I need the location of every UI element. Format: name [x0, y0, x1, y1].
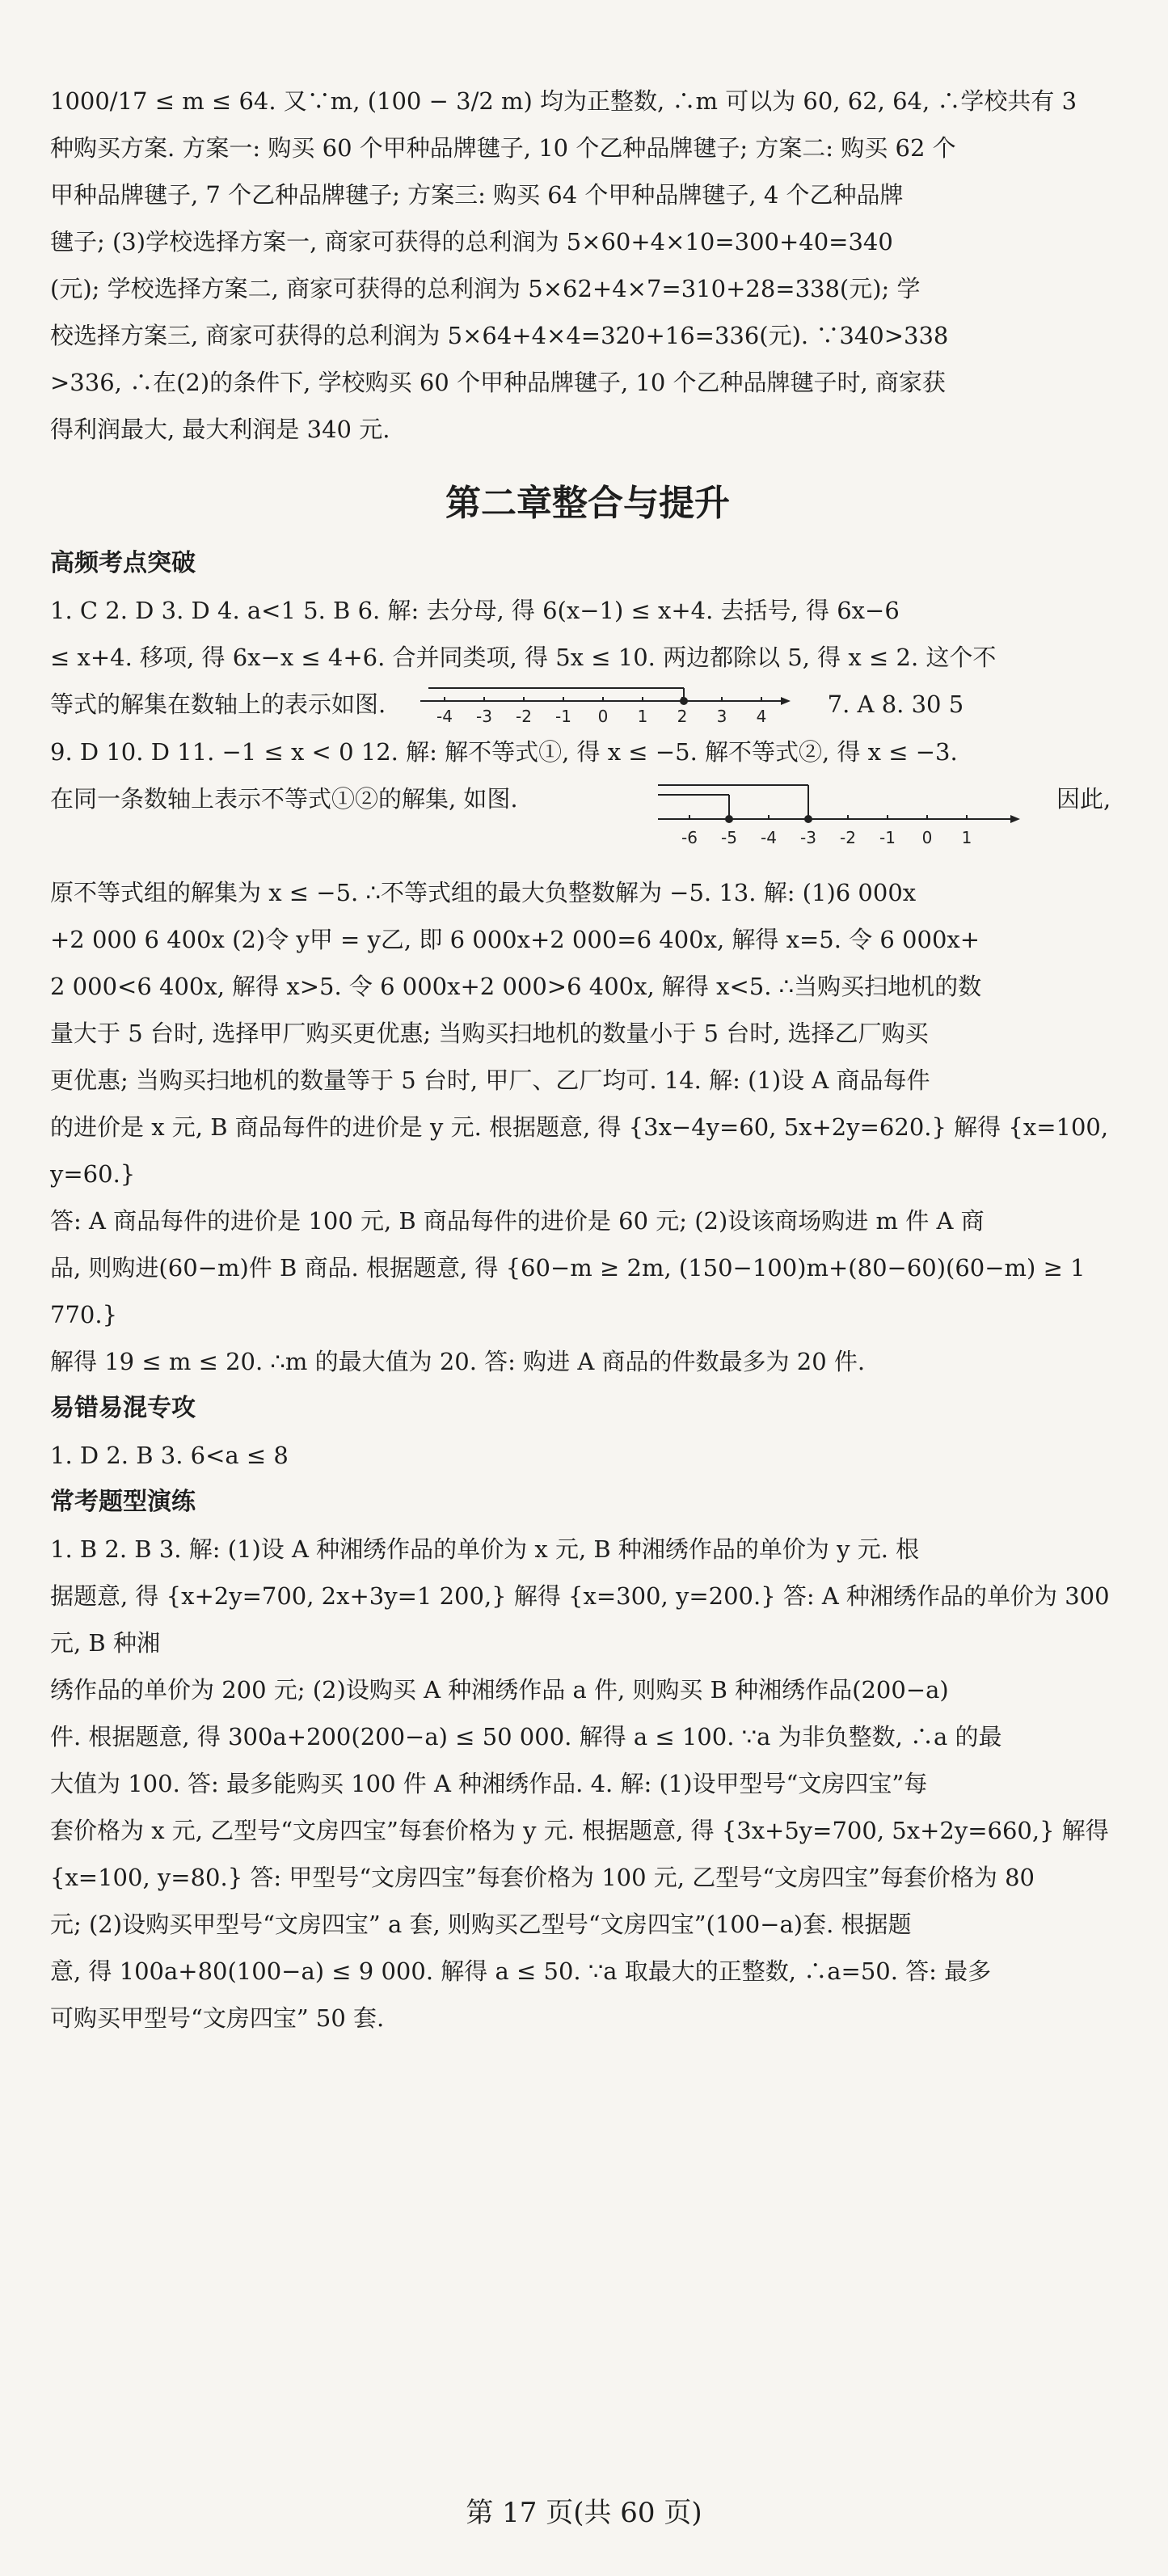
text-line: 得利润最大, 最大利润是 340 元. [50, 416, 390, 443]
text-line: 种购买方案. 方案一: 购买 60 个甲种品牌毽子, 10 个乙种品牌毽子; 方案二: 购买 62 个 [50, 134, 956, 162]
number-line-tick-label: 1 [638, 707, 648, 726]
section-heading-high-frequency: 高频考点突破 [50, 549, 196, 577]
number-line-tick-label: -1 [879, 828, 896, 847]
number-line-tick-label: -1 [555, 707, 572, 726]
page-footer: 第 17 页(共 60 页) [466, 2497, 702, 2529]
section-heading-common-questions: 常考题型演练 [50, 1488, 196, 1516]
number-line-tick-label: -3 [476, 707, 493, 726]
number-line-tick-label: -6 [681, 828, 698, 847]
page-content [50, 78, 1125, 2042]
text-line [50, 681, 1125, 728]
number-line-tick-label: 3 [717, 707, 727, 726]
text-line: 1. D 2. B 3. 6<a ≤ 8 [50, 1442, 289, 1469]
text-line: 1. B 2. B 3. 解: (1)设 A 种湘绣作品的单价为 x 元, B 种湘绣作品的单价为 y 元. 根 [50, 1535, 920, 1563]
number-line-tick-label: 4 [757, 707, 767, 726]
number-line-tick-label: 1 [961, 828, 972, 847]
number-line-tick-label: 0 [921, 828, 933, 847]
text-line: 9. D 10. D 11. −1 ≤ x < 0 12. 解: 解不等式①, 得 x ≤ −5. 解不等式②, 得 x ≤ −3. [50, 738, 958, 766]
number-line-tick-label: -4 [436, 707, 453, 726]
number-line-tick-label: -2 [516, 707, 533, 726]
text-line: 甲种品牌毽子, 7 个乙种品牌毽子; 方案三: 购买 64 个甲种品牌毽子, 4 个乙种品牌 [50, 181, 904, 209]
text-line: >336, ∴在(2)的条件下, 学校购买 60 个甲种品牌毽子, 10 个乙种品牌毽子时, 商家获 [50, 369, 946, 396]
text-line: 意, 得 100a+80(100−a) ≤ 9 000. 解得 a ≤ 50. ∵a 取最大的正整数, ∴a=50. 答: 最多 [50, 1957, 992, 1985]
text-line: 大值为 100. 答: 最多能购买 100 件 A 种湘绣作品. 4. 解: (1)设甲型号“文房四宝”每 [50, 1770, 928, 1797]
text-line [50, 775, 1125, 869]
text-line: 绣作品的单价为 200 元; (2)设购买 A 种湘绣作品 a 件, 则购买 B 种湘绣作品(200−a) [50, 1676, 949, 1704]
text-line: 1. C 2. D 3. D 4. a<1 5. B 6. 解: 去分母, 得 6(x−1) ≤ x+4. 去括号, 得 6x−6 [50, 597, 900, 624]
number-line-1 [412, 683, 800, 728]
text-line: 更优惠; 当购买扫地机的数量等于 5 台时, 甲厂、乙厂均可. 14. 解: (1)设 A 商品每件 [50, 1066, 930, 1094]
text-fragment: 7. A 8. 30 5 [827, 690, 964, 718]
number-line-tick-label: -5 [721, 828, 737, 847]
text-line: 品, 则购进(60−m)件 B 商品. 根据题意, 得 {60−m ≥ 2m, (150−100)m+(80−60)(60−m) ≥ 1 770.} [50, 1254, 1086, 1328]
number-line-tick-label: 0 [598, 707, 609, 726]
text-line: 量大于 5 台时, 选择甲厂购买更优惠; 当购买扫地机的数量小于 5 台时, 选择乙厂购买 [50, 1020, 929, 1047]
text-line: 答: A 商品每件的进价是 100 元, B 商品每件的进价是 60 元; (2)设该商场购进 m 件 A 商 [50, 1207, 985, 1235]
text-line: 据题意, 得 {x+2y=700, 2x+3y=1 200,} 解得 {x=300, y=200.} 答: A 种湘绣作品的单价为 300 元, B 种湘 [50, 1582, 1110, 1657]
text-line: 原不等式组的解集为 x ≤ −5. ∴不等式组的最大负整数解为 −5. 13. 解: (1)6 000x [50, 879, 917, 906]
text-line: 套价格为 x 元, 乙型号“文房四宝”每套价格为 y 元. 根据题意, 得 {3x+5y=700, 5x+2y=660,} 解得 [50, 1817, 1109, 1844]
text-fragment: 在同一条数轴上表示不等式①②的解集, 如图. [50, 785, 518, 813]
section-heading-error-prone: 易错易混专攻 [50, 1394, 196, 1422]
number-line-tick-label: -4 [761, 828, 777, 847]
text-line: 件. 根据题意, 得 300a+200(200−a) ≤ 50 000. 解得 a ≤ 100. ∵a 为非负整数, ∴a 的最 [50, 1723, 1002, 1750]
text-line: 1000/17 ≤ m ≤ 64. 又∵m, (100 − 3/2 m) 均为正整数, ∴m 可以为 60, 62, 64, ∴学校共有 3 [50, 87, 1077, 115]
text-line: 的进价是 x 元, B 商品每件的进价是 y 元. 根据题意, 得 {3x−4y=60, 5x+2y=620.} 解得 {x=100, y=60.} [50, 1113, 1109, 1188]
text-line: {x=100, y=80.} 答: 甲型号“文房四宝”每套价格为 100 元, 乙型号“文房四宝”每套价格为 80 [50, 1864, 1035, 1891]
text-line: ≤ x+4. 移项, 得 6x−x ≤ 4+6. 合并同类项, 得 5x ≤ 10. 两边都除以 5, 得 x ≤ 2. 这个不 [50, 644, 997, 671]
number-line-2 [650, 779, 1030, 851]
text-line: 可购买甲型号“文房四宝” 50 套. [50, 2004, 385, 2032]
text-line: 解得 19 ≤ m ≤ 20. ∴m 的最大值为 20. 答: 购进 A 商品的件数最多为 20 件. [50, 1348, 866, 1375]
number-line-tick-label: -2 [840, 828, 856, 847]
number-line-tick-label: 2 [677, 707, 688, 726]
text-line: 毽子; (3)学校选择方案一, 商家可获得的总利润为 5×60+4×10=300+40=340 [50, 228, 893, 255]
text-line: 校选择方案三, 商家可获得的总利润为 5×64+4×4=320+16=336(元). ∵340>338 [50, 322, 949, 349]
text-line: 元; (2)设购买甲型号“文房四宝” a 套, 则购买乙型号“文房四宝”(100−a)套. 根据题 [50, 1911, 912, 1938]
text-line: (元); 学校选择方案二, 商家可获得的总利润为 5×62+4×7=310+28=338(元); 学 [50, 275, 921, 302]
text-line: 2 000<6 400x, 解得 x>5. 令 6 000x+2 000>6 400x, 解得 x<5. ∴当购买扫地机的数 [50, 973, 982, 1000]
number-line-tick-label: -3 [800, 828, 816, 847]
text-fragment: 因此, [1056, 785, 1111, 813]
text-fragment: 等式的解集在数轴上的表示如图. [50, 690, 386, 718]
chapter-title: 第二章整合与提升 [445, 483, 730, 524]
text-line: +2 000 6 400x (2)令 y甲 = y乙, 即 6 000x+2 000=6 400x, 解得 x=5. 令 6 000x+ [50, 926, 980, 953]
